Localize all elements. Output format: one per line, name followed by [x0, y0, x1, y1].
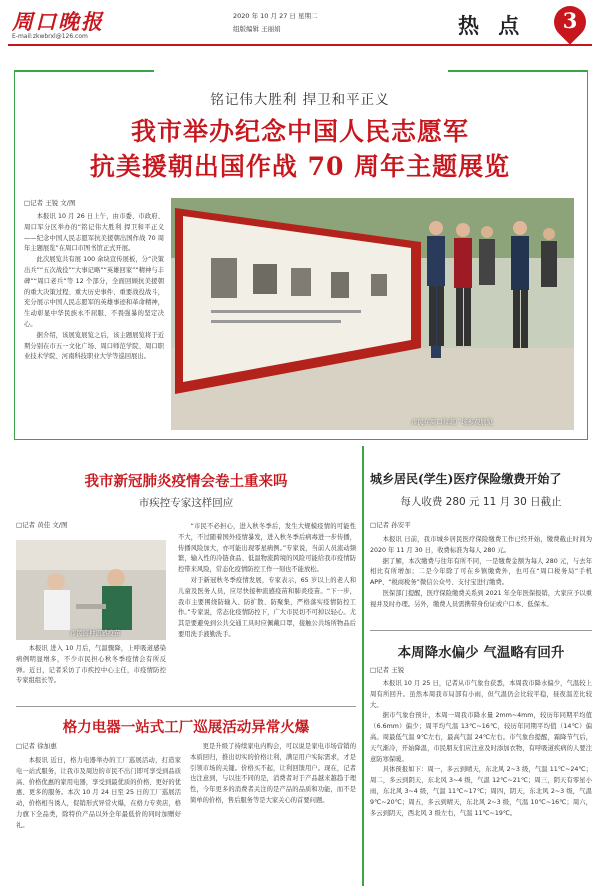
column-divider	[362, 446, 364, 886]
lead-paragraph: 据介绍，该展览展览之后，该主题展览将于近期分别在市五一文化广场、周口师范学院、周口职业技术学院、河南科技职业大学等巡回展出。	[24, 331, 164, 361]
lead-kicker: 铭记伟大胜利 捍卫和平正义	[210, 92, 390, 108]
vaccination-photo	[16, 540, 166, 640]
insurance-body	[370, 535, 592, 611]
covid-headline: 我市新冠肺炎疫情会卷土重来吗	[84, 473, 288, 490]
lead-headline-line2: 抗美援朝出国作战 70 周年主题展览	[89, 152, 511, 181]
gree-headline: 格力电器一站式工厂巡展活动异常火爆	[62, 719, 310, 736]
covid-subheadline: 市疾控专家这样回应	[138, 497, 234, 509]
weather-byline: □记者 王锐	[370, 666, 405, 674]
lead-headline-line1: 我市举办纪念中国人民志愿军	[130, 117, 469, 146]
exhibition-photo	[171, 198, 574, 430]
vaccination-photo-caption: 市民接种流感疫苗	[70, 630, 121, 637]
masthead-email: E-mail:zkwbrxl@126.com	[12, 33, 88, 40]
gree-byline: □记者 徐加惠	[16, 742, 57, 750]
lead-article-body	[24, 212, 164, 363]
covid-right-column	[178, 522, 356, 641]
section-divider	[16, 706, 356, 707]
exhibition-photo-caption: 市民在周口和谐广场参观展览	[411, 419, 493, 426]
weather-paragraph: 据市气象台预计，本周一周我市降水量 2mm~4mm，较历年同期平均值（6.6mm）偏少；周平均气温 13℃~16℃，较历年同期平均值（14℃）偏高。周最低气温 9℃左右，最高气温 24℃左右。市气象台提醒，霜降节气后，天气渐冷，开始降温，市民朋友们应注意及时添加衣物，有呼吸道疾病的人要注意防寒保暖。	[370, 712, 592, 763]
top-rule	[8, 44, 592, 46]
weather-paragraph: 具体预报如下：周一，多云到晴天，东北风 2~3 级，气温 11℃~24℃；周二，多云到阴天，东北风 3~4 级，气温 12℃~21℃；周三，阴天有零星小雨，东北风 3~4 级，气温 11℃~17℃；周四，阴天，东北风 2~3 级，气温 9℃~20℃；周五，多云到晴天，东北风 2~3 级，气温 10℃~16℃；周六，多云到阴天，西北风 3 级左右，气温 11℃~19℃。	[370, 766, 592, 817]
insurance-paragraph: 医保部门提醒，医疗保险缴费关系到 2021 年全年医保报销，大家应予以重视并及时办理。另外，缴费人员需携带身份证或户口本、低保本。	[370, 589, 592, 608]
lead-paragraph: 此次展览共有展 100 余块宣传展板，分“决策出兵”“五次战役”“大事记略”“英雄回家”“精神与丰碑”“周口老兵”等 12 个部分，全面回顾抗美援朝的重大决策过程、重大历史事件、重要战役战斗，充分展示中国人民志愿军的英雄事迹和革命精神，生动彰显中华民族永不屈服、不畏强暴的坚定决心。	[24, 256, 164, 328]
frame-top-right-rule	[448, 70, 588, 72]
covid-byline: □记者 黄佳 文/图	[16, 521, 68, 529]
weather-body	[370, 679, 592, 819]
page-number: 3	[562, 8, 578, 33]
issue-date: 2020 年 10 月 27 日 星期二	[233, 12, 318, 20]
covid-paragraph: “市民不必担心，进入秋冬季后，发生大规模疫情的可能性不大，不过随着国外疫情暴发，进入秋冬季后病毒进一步传播，传播风险加大，亦可能出现零星病例。”专家说，当前人员流动频繁，输入性的冷链食品、低温物流跨境的风险可能给我市疫情防控带来风险，常态化疫情防控工作一刻也不能放松。	[178, 523, 356, 574]
insurance-paragraph: 据了解，本次缴费与往年有所不同，一是缴费金额为每人 280 元，与去年相比有所增加；二是今年除了可在乡镇缴费外，也可在“周口税务局”手机 APP、“税商税务”微信公众号、支付宝进行缴费。	[370, 557, 592, 587]
covid-paragraph: 对于新冠秋冬季疫情发展，专家表示，65 岁以上的老人和儿童及医务人员，应尽快接种流感疫苗和肺炎疫苗。“下一步，我市主要围绕防输入、防扩散、防聚集，严格落实疫情防控工作。”专家说，常态化疫情防控下，广大市民切不可掉以轻心。尤其是要避免到公共交通工具时应佩戴口罩，接触公共场所物品后要用洗手液勤洗手。	[178, 576, 356, 638]
insurance-paragraph: 本报讯 日前，我市城乡居民医疗保险缴费工作已经开始，缴费截止时间为 2020 年 11 月 30 日，收费标准为每人 280 元。	[370, 536, 592, 554]
covid-paragraph: 本报讯 进入 10 月后，气温骤降，上呼吸道感染病例明显增多，不少市民担心秋冬季疫情会有所反弹。近日，记者采访了市疾控中心主任，市疫情防控专家组组长等。	[16, 645, 166, 685]
newspaper-logo: 周口晚报	[12, 9, 104, 34]
frame-top-left-rule	[14, 70, 154, 72]
lead-byline: □记者 王锐 文/图	[24, 199, 76, 207]
section-divider	[370, 630, 592, 631]
gree-paragraph: 本报讯 近日，格力电器举办的工厂巡展活动，打造家电一站式服务，让我市及周边的市民不出门即可享受到品质高、价格优惠的家用电器，享受到最优质的价格、更好的优惠、更多的服务。本次 10 月 24 日至 25 日的工厂巡展活动，价格相当诱人，促销形式异常火爆，在格力专卖店，格力旗下全品类，除特价产品以外全年最低价的同时加赠好礼。	[16, 757, 181, 829]
insurance-headline: 城乡居民(学生)医疗保险缴费开始了	[370, 472, 562, 486]
weather-paragraph: 本报讯 10 月 25 日，记者从市气象台获悉，本周我市降水偏少，气温较上周有所回升。虽然本周我市局部有小雨，但气温仍会比较平稳，昼夜温差比较大。	[370, 680, 592, 709]
insurance-subheadline: 每人收费 280 元 11 月 30 日截止	[400, 496, 562, 508]
page-editors: 组版编辑 王丽娟	[233, 25, 281, 33]
vaccination-photo-image	[16, 540, 166, 640]
insurance-byline: □记者 孙安平	[370, 521, 411, 529]
gree-paragraph: 更是升级了持续家电内购会，可以说是家电市场营销的本质回归，推出切实的价格让利，满足用户实际需求，才是引领市场的关键。价格买不起，让利回馈用户。现在，记者也注意到，与以往不同的是，消费者对于产品越来越趋于理性，今年更多的消费者关注的是产品的品质和功能，而不是简单的价格，售后服务等是大家关心的首要问题。	[190, 743, 356, 804]
section-title: 热 点	[458, 13, 526, 38]
weather-headline: 本周降水偏少 气温略有回升	[397, 645, 565, 661]
exhibition-photo-image	[171, 198, 574, 430]
lead-paragraph: 本报讯 10 月 26 日上午，由市委、市政府、周口军分区举办的“铭记伟大胜利 捍卫和平正义——纪念中国人民志愿军抗美援朝出国作战 70 周年主题展览”在周口市图书馆正式开展。	[24, 213, 164, 253]
